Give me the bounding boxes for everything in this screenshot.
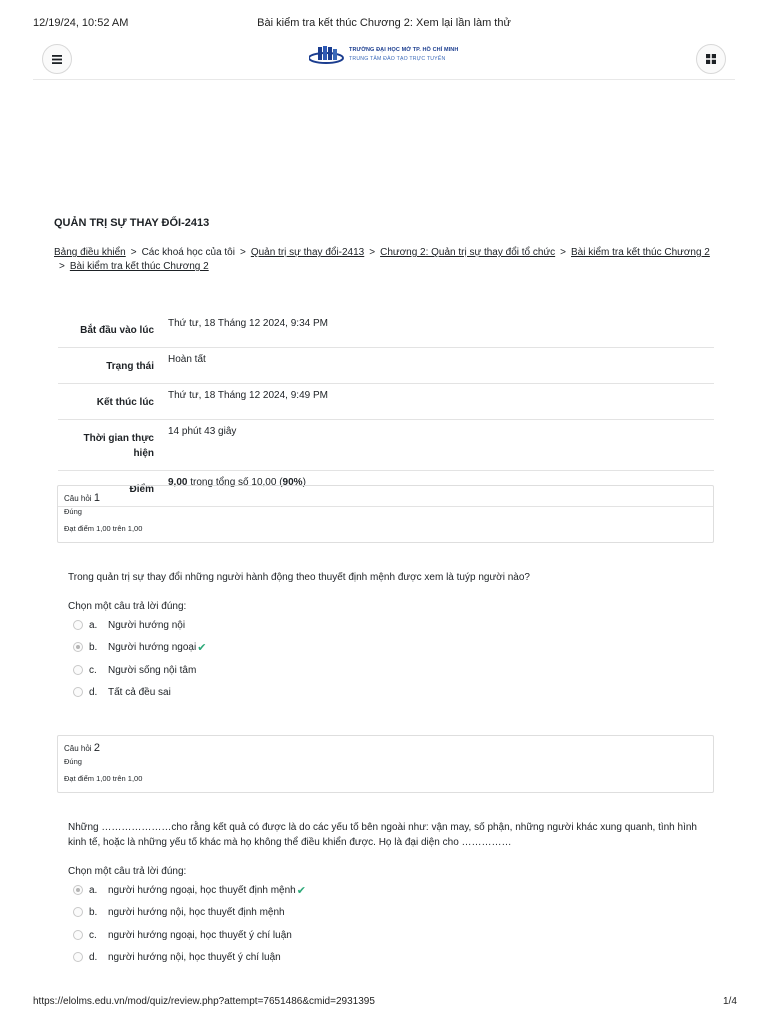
radio-button-selected[interactable] [73,885,83,895]
answer-letter: a. [89,619,98,631]
answer-text: người hướng nội, học thuyết định mệnh [108,906,285,918]
completed-value: Thứ tư, 18 Tháng 12 2024, 9:49 PM [160,384,714,420]
q1-answer-a[interactable] [73,618,185,632]
question-label: Câu hỏi [64,494,92,503]
grade-percent: 90% [282,477,303,488]
university-logo-icon [309,44,347,68]
logo-text-line2: TRUNG TÂM ĐÀO TẠO TRỰC TUYẾN [349,56,446,62]
breadcrumb-separator: > [369,247,376,258]
breadcrumb-quiz-review[interactable]: Bài kiểm tra kết thúc Chương 2 [69,261,209,272]
question-number [64,742,707,754]
answer-letter: d. [89,951,98,963]
breadcrumb-separator: > [130,247,137,258]
q2-answer-b[interactable] [73,905,285,919]
top-navbar [33,40,735,80]
question-1-info [57,485,714,543]
breadcrumb-separator: > [59,261,65,272]
answer-text: người hướng ngoại, học thuyết ý chí luận [108,929,292,941]
breadcrumb-dashboard[interactable]: Bảng điều khiển [54,247,126,258]
course-title: QUẢN TRỊ SỰ THAY ĐỔI-2413 [54,217,210,229]
completed-label: Kết thúc lúc [58,384,160,420]
question-state: Đúng [64,757,82,766]
question-2-info [57,735,714,793]
grade-score: 9,00 [168,477,188,488]
answer-text: Người hướng nội [108,619,186,631]
question-1-text: Trong quản trị sự thay đổi những người hành động theo thuyết định mệnh được xem là tuýp người nào? [68,572,530,583]
radio-button[interactable] [73,620,83,630]
grade-label: Điểm [58,471,160,507]
summary-row-time-taken [58,420,714,471]
q2-answer-a[interactable] [73,883,306,897]
answer-letter: b. [89,641,98,653]
summary-row-started [58,312,714,348]
question-label: Câu hỏi [64,744,92,753]
print-page-title: Bài kiểm tra kết thúc Chương 2: Xem lại lần làm thử [257,17,511,29]
answer-letter: c. [89,664,97,676]
radio-button[interactable] [73,687,83,697]
print-page-number: 1/4 [723,996,737,1007]
radio-button[interactable] [73,907,83,917]
answer-text: Người hướng ngoại [108,641,197,653]
answer-text: người hướng ngoại, học thuyết định mệnh [108,884,296,896]
radio-button-selected[interactable] [73,642,83,652]
question-number [64,492,707,504]
answer-letter: b. [89,906,98,918]
print-url: https://elolms.edu.vn/mod/quiz/review.php?attempt=7651486&cmid=2931395 [33,996,375,1007]
grade-out-of: trong tổng số 10,00 ( [187,477,283,488]
radio-button[interactable] [73,930,83,940]
grade-close-paren: ) [302,477,306,488]
q1-answer-d[interactable] [73,685,171,699]
answer-letter: d. [89,686,98,698]
answer-letter: c. [89,929,97,941]
print-datetime: 12/19/24, 10:52 AM [33,17,129,29]
time-taken-label-line1: Thời gian thực [83,433,154,444]
started-value: Thứ tư, 18 Tháng 12 2024, 9:34 PM [160,312,714,348]
radio-button[interactable] [73,665,83,675]
correct-check-icon: ✔ [296,884,306,897]
menu-button[interactable] [42,44,72,74]
hamburger-menu-icon [52,55,62,64]
breadcrumb-course[interactable]: Quản trị sự thay đổi-2413 [250,247,365,258]
state-value: Hoàn tất [160,348,714,384]
question-1-prompt: Chọn một câu trả lời đúng: [68,601,187,612]
summary-row-state [58,348,714,384]
logo-text-line1: TRƯỜNG ĐẠI HỌC MỞ TP. HỒ CHÍ MINH [349,47,459,53]
university-logo[interactable] [309,44,461,68]
started-label: Bắt đầu vào lúc [58,312,160,348]
time-taken-value: 14 phút 43 giây [160,420,714,471]
question-mark: Đạt điểm 1,00 trên 1,00 [64,524,143,533]
answer-text: Người sống nội tâm [108,664,197,676]
answer-text: Tất cả đều sai [108,686,171,698]
breadcrumb-separator: > [239,247,246,258]
radio-button[interactable] [73,952,83,962]
time-taken-label [58,420,160,471]
question-state: Đúng [64,507,82,516]
q1-answer-b[interactable] [73,640,206,654]
breadcrumb-chapter[interactable]: Chương 2: Quản trị sự thay đổi tổ chức [380,247,556,258]
answer-text: người hướng nội, học thuyết ý chí luận [108,951,281,963]
breadcrumb [54,246,714,274]
answer-letter: a. [89,884,98,896]
apps-button[interactable] [696,44,726,74]
q1-answer-c[interactable] [73,663,196,677]
state-label: Trạng thái [58,348,160,384]
time-taken-label-line2: hiện [133,448,154,459]
question-mark: Đạt điểm 1,00 trên 1,00 [64,774,143,783]
question-number-value: 1 [93,492,100,504]
attempt-summary-table [58,312,714,507]
question-2-prompt: Chọn một câu trả lời đúng: [68,866,187,877]
breadcrumb-quiz[interactable]: Bài kiểm tra kết thúc Chương 2 [571,247,710,258]
print-header [0,17,768,33]
question-number-value: 2 [93,742,100,754]
breadcrumb-separator: > [560,247,566,258]
correct-check-icon: ✔ [197,641,207,654]
q2-answer-c[interactable] [73,928,292,942]
print-footer [0,996,768,1010]
summary-row-completed [58,384,714,420]
breadcrumb-my-courses: Các khoá học của tôi [141,247,235,258]
q2-answer-d[interactable] [73,950,281,964]
grid-apps-icon [706,54,716,64]
question-2-text: Những …………………cho rằng kết quả có được là do các yếu tố bên ngoài như: vận may, số phận, những người khác xung quanh, tình hình kinh tế, hoặc là những yếu tố khác mà họ không thể điều khiển được. Họ là đại diện cho …………… [68,822,697,848]
